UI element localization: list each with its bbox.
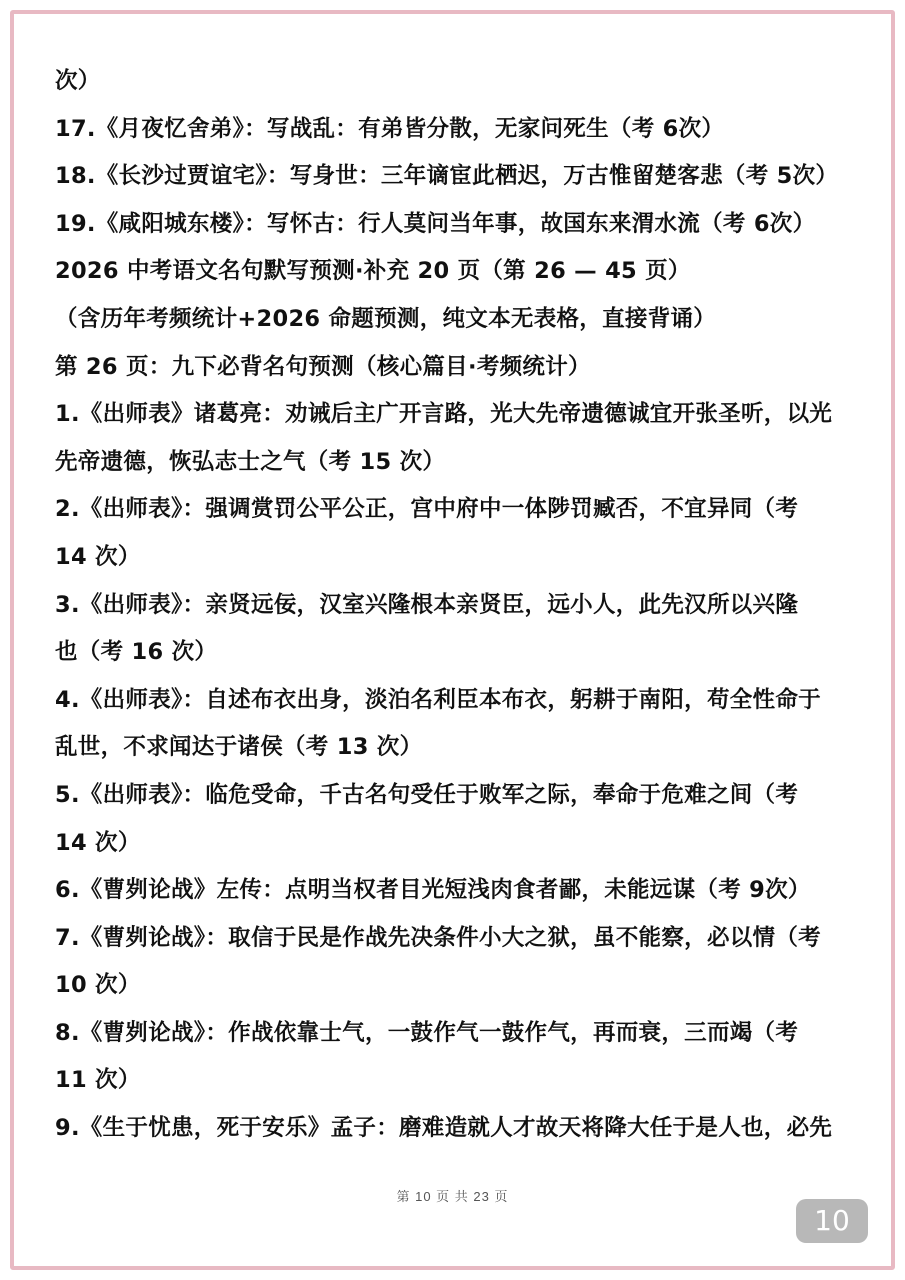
page-number-badge: 10	[796, 1199, 868, 1243]
text-line: 次）	[55, 68, 101, 94]
text-line: 4.《出师表》：自述布衣出身，淡泊名利臣本布衣，躬耕于南阳，苟全性命于	[55, 686, 821, 713]
text-line: 9.《生于忧患，死于安乐》孟子：磨难造就人才故天将降大任于是人也，必先	[55, 1115, 833, 1142]
section-heading: 2026 中考语文名句默写预测·补充 20 页（第 26 — 45 页）	[55, 258, 691, 285]
text-line: 14 次）	[55, 543, 141, 570]
text-line: 8.《曹刿论战》：作战依靠士气，一鼓作气一鼓作气，再而衰，三而竭（考	[55, 1019, 799, 1046]
text-line: 先帝遗德，恢弘志士之气（考 15 次）	[55, 448, 446, 475]
text-line: 17.《月夜忆舍弟》：写战乱：有弟皆分散，无家问死生（考 6次）	[55, 115, 725, 142]
text-line: 3.《出师表》：亲贤远佞，汉室兴隆根本亲贤臣，远小人，此先汉所以兴隆	[55, 591, 799, 618]
text-line: 19.《咸阳城东楼》：写怀古：行人莫问当年事，故国东来渭水流（考 6次）	[55, 210, 816, 237]
page-subtitle: 第 26 页：九下必背名句预测（核心篇目·考频统计）	[55, 353, 591, 380]
text-line: 6.《曹刿论战》左传：点明当权者目光短浅肉食者鄙，未能远谋（考 9次）	[55, 877, 811, 904]
text-line: 10 次）	[55, 972, 141, 999]
text-line: 11 次）	[55, 1067, 141, 1094]
section-subheading: （含历年考频统计+2026 命题预测，纯文本无表格，直接背诵）	[55, 305, 717, 332]
page-footer: 第 10 页 共 23 页	[396, 1189, 509, 1204]
document-body	[55, 58, 865, 1153]
text-line: 5.《出师表》：临危受命，千古名句受任于败军之际，奉命于危难之间（考	[55, 781, 799, 808]
text-line: 2.《出师表》：强调赏罚公平公正，宫中府中一体陟罚臧否，不宜异同（考	[55, 496, 799, 523]
text-line: 乱世，不求闻达于诸侯（考 13 次）	[55, 734, 423, 761]
text-line: 也（考 16 次）	[55, 639, 218, 666]
text-line: 18.《长沙过贾谊宅》：写身世：三年谪宦此栖迟，万古惟留楚客悲（考 5次）	[55, 163, 839, 190]
text-line: 1.《出师表》诸葛亮：劝诫后主广开言路，光大先帝遗德诚宜开张圣听，以光	[55, 401, 833, 428]
text-line: 14 次）	[55, 829, 141, 856]
text-line: 7.《曹刿论战》：取信于民是作战先决条件小大之狱，虽不能察，必以情（考	[55, 924, 821, 951]
